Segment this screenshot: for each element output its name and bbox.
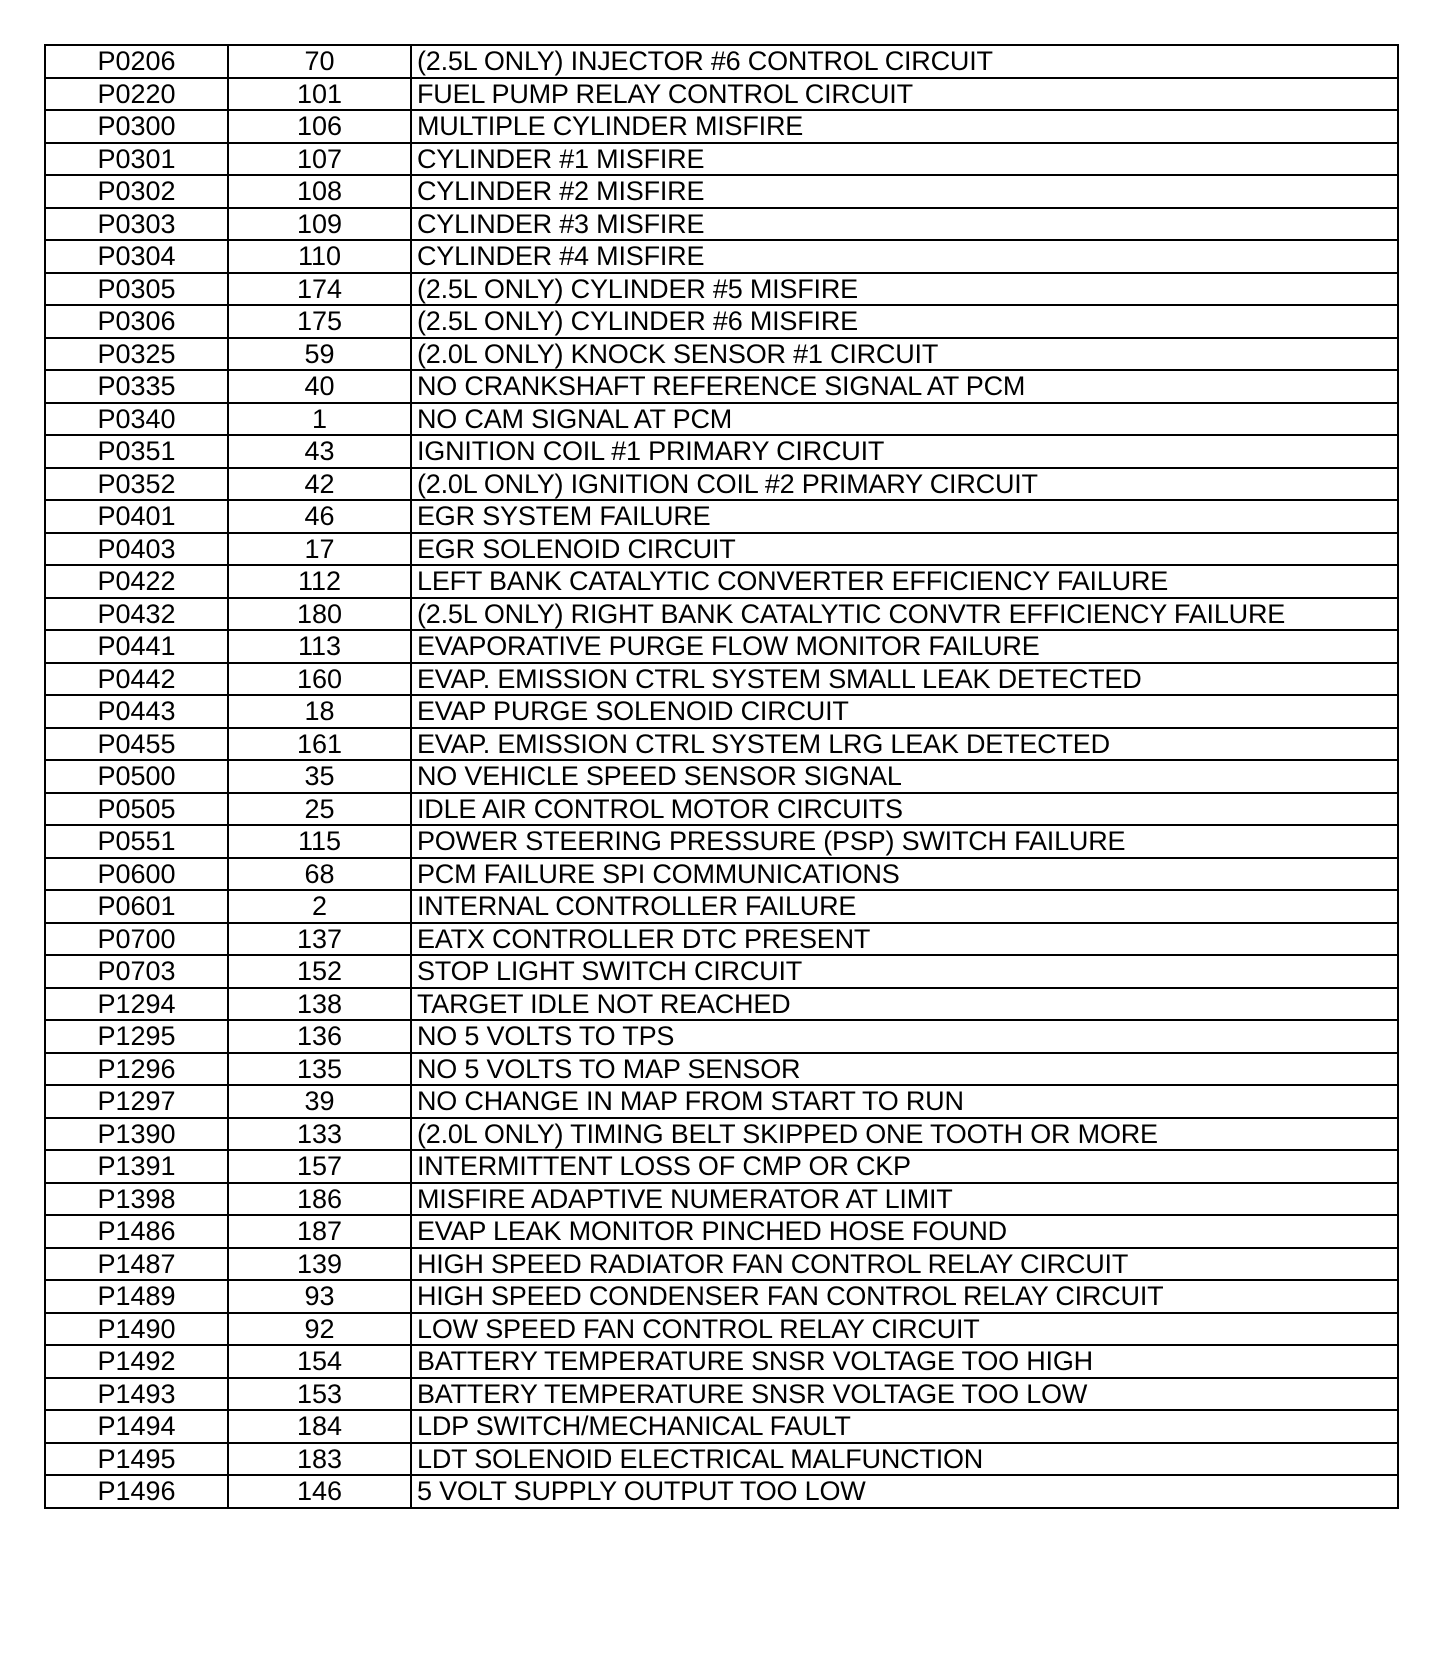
dtc-description-cell: LEFT BANK CATALYTIC CONVERTER EFFICIENCY FAILURE: [411, 565, 1398, 598]
dtc-code-cell: P1495: [45, 1443, 228, 1476]
table-row: [45, 1280, 1398, 1313]
dtc-number-cell: 112: [228, 565, 411, 598]
dtc-code-cell: P0422: [45, 565, 228, 598]
dtc-code-cell: P1489: [45, 1280, 228, 1313]
dtc-code-cell: P1295: [45, 1020, 228, 1053]
dtc-number-cell: 106: [228, 110, 411, 143]
dtc-number-cell: 93: [228, 1280, 411, 1313]
dtc-description-cell: IGNITION COIL #1 PRIMARY CIRCUIT: [411, 435, 1398, 468]
dtc-number-cell: 2: [228, 890, 411, 923]
dtc-number-cell: 17: [228, 533, 411, 566]
dtc-code-cell: P1297: [45, 1085, 228, 1118]
table-row: [45, 468, 1398, 501]
dtc-code-cell: P0206: [45, 45, 228, 78]
dtc-number-cell: 68: [228, 858, 411, 891]
dtc-number-cell: 133: [228, 1118, 411, 1151]
dtc-code-cell: P0600: [45, 858, 228, 891]
dtc-number-cell: 184: [228, 1410, 411, 1443]
dtc-description-cell: EGR SYSTEM FAILURE: [411, 500, 1398, 533]
table-row: [45, 858, 1398, 891]
dtc-number-cell: 70: [228, 45, 411, 78]
dtc-number-cell: 136: [228, 1020, 411, 1053]
table-row: [45, 273, 1398, 306]
dtc-number-cell: 35: [228, 760, 411, 793]
dtc-description-cell: LDT SOLENOID ELECTRICAL MALFUNCTION: [411, 1443, 1398, 1476]
dtc-description-cell: (2.5L ONLY) CYLINDER #5 MISFIRE: [411, 273, 1398, 306]
table-row: [45, 1475, 1398, 1508]
dtc-code-cell: P0340: [45, 403, 228, 436]
table-row: [45, 143, 1398, 176]
dtc-description-cell: EGR SOLENOID CIRCUIT: [411, 533, 1398, 566]
dtc-description-cell: TARGET IDLE NOT REACHED: [411, 988, 1398, 1021]
dtc-description-cell: LOW SPEED FAN CONTROL RELAY CIRCUIT: [411, 1313, 1398, 1346]
dtc-number-cell: 174: [228, 273, 411, 306]
table-row: [45, 1118, 1398, 1151]
table-row: [45, 598, 1398, 631]
dtc-number-cell: 183: [228, 1443, 411, 1476]
table-row: [45, 1313, 1398, 1346]
dtc-code-cell: P0700: [45, 923, 228, 956]
dtc-description-cell: EATX CONTROLLER DTC PRESENT: [411, 923, 1398, 956]
table-row: [45, 988, 1398, 1021]
dtc-code-cell: P1487: [45, 1248, 228, 1281]
table-row: [45, 890, 1398, 923]
table-row: [45, 1150, 1398, 1183]
dtc-code-cell: P0303: [45, 208, 228, 241]
dtc-code-cell: P0505: [45, 793, 228, 826]
dtc-number-cell: 137: [228, 923, 411, 956]
dtc-description-cell: (2.0L ONLY) KNOCK SENSOR #1 CIRCUIT: [411, 338, 1398, 371]
dtc-number-cell: 39: [228, 1085, 411, 1118]
table-row: [45, 1183, 1398, 1216]
dtc-description-cell: NO 5 VOLTS TO MAP SENSOR: [411, 1053, 1398, 1086]
dtc-description-cell: EVAP PURGE SOLENOID CIRCUIT: [411, 695, 1398, 728]
table-row: [45, 923, 1398, 956]
table-row: [45, 565, 1398, 598]
dtc-code-cell: P1398: [45, 1183, 228, 1216]
dtc-description-cell: IDLE AIR CONTROL MOTOR CIRCUITS: [411, 793, 1398, 826]
dtc-description-cell: (2.5L ONLY) CYLINDER #6 MISFIRE: [411, 305, 1398, 338]
table-row: [45, 663, 1398, 696]
dtc-code-cell: P1390: [45, 1118, 228, 1151]
dtc-code-cell: P0325: [45, 338, 228, 371]
dtc-number-cell: 113: [228, 630, 411, 663]
dtc-description-cell: MISFIRE ADAPTIVE NUMERATOR AT LIMIT: [411, 1183, 1398, 1216]
table-row: [45, 1053, 1398, 1086]
dtc-description-cell: EVAP. EMISSION CTRL SYSTEM LRG LEAK DETECTED: [411, 728, 1398, 761]
table-row: [45, 1378, 1398, 1411]
dtc-description-cell: (2.5L ONLY) RIGHT BANK CATALYTIC CONVTR EFFICIENCY FAILURE: [411, 598, 1398, 631]
dtc-code-cell: P0703: [45, 955, 228, 988]
table-row: [45, 403, 1398, 436]
dtc-number-cell: 139: [228, 1248, 411, 1281]
dtc-description-cell: (2.0L ONLY) IGNITION COIL #2 PRIMARY CIRCUIT: [411, 468, 1398, 501]
dtc-code-cell: P1486: [45, 1215, 228, 1248]
dtc-number-cell: 18: [228, 695, 411, 728]
dtc-code-cell: P1492: [45, 1345, 228, 1378]
dtc-number-cell: 138: [228, 988, 411, 1021]
dtc-code-cell: P1493: [45, 1378, 228, 1411]
table-row: [45, 1248, 1398, 1281]
dtc-code-cell: P0351: [45, 435, 228, 468]
table-row: [45, 630, 1398, 663]
dtc-number-cell: 146: [228, 1475, 411, 1508]
dtc-number-cell: 154: [228, 1345, 411, 1378]
table-row: [45, 338, 1398, 371]
dtc-description-cell: (2.0L ONLY) TIMING BELT SKIPPED ONE TOOTH OR MORE: [411, 1118, 1398, 1151]
dtc-code-cell: P0403: [45, 533, 228, 566]
dtc-number-cell: 186: [228, 1183, 411, 1216]
dtc-number-cell: 180: [228, 598, 411, 631]
dtc-number-cell: 175: [228, 305, 411, 338]
dtc-code-cell: P0601: [45, 890, 228, 923]
dtc-number-cell: 42: [228, 468, 411, 501]
table-row: [45, 1020, 1398, 1053]
dtc-number-cell: 101: [228, 78, 411, 111]
dtc-number-cell: 107: [228, 143, 411, 176]
dtc-code-cell: P0302: [45, 175, 228, 208]
dtc-code-cell: P0300: [45, 110, 228, 143]
dtc-number-cell: 59: [228, 338, 411, 371]
dtc-number-cell: 109: [228, 208, 411, 241]
dtc-number-cell: 157: [228, 1150, 411, 1183]
dtc-description-cell: EVAP LEAK MONITOR PINCHED HOSE FOUND: [411, 1215, 1398, 1248]
dtc-description-cell: (2.5L ONLY) INJECTOR #6 CONTROL CIRCUIT: [411, 45, 1398, 78]
dtc-description-cell: EVAPORATIVE PURGE FLOW MONITOR FAILURE: [411, 630, 1398, 663]
table-row: [45, 500, 1398, 533]
dtc-description-cell: NO CAM SIGNAL AT PCM: [411, 403, 1398, 436]
table-row: [45, 435, 1398, 468]
dtc-code-cell: P1294: [45, 988, 228, 1021]
dtc-description-cell: CYLINDER #4 MISFIRE: [411, 240, 1398, 273]
dtc-number-cell: 1: [228, 403, 411, 436]
dtc-code-cell: P0306: [45, 305, 228, 338]
table-row: [45, 1345, 1398, 1378]
dtc-number-cell: 46: [228, 500, 411, 533]
table-row: [45, 760, 1398, 793]
dtc-description-cell: NO CHANGE IN MAP FROM START TO RUN: [411, 1085, 1398, 1118]
dtc-description-cell: STOP LIGHT SWITCH CIRCUIT: [411, 955, 1398, 988]
dtc-description-cell: POWER STEERING PRESSURE (PSP) SWITCH FAILURE: [411, 825, 1398, 858]
table-row: [45, 1443, 1398, 1476]
dtc-code-cell: P0441: [45, 630, 228, 663]
table-row: [45, 78, 1398, 111]
dtc-description-cell: NO CRANKSHAFT REFERENCE SIGNAL AT PCM: [411, 370, 1398, 403]
dtc-description-cell: NO VEHICLE SPEED SENSOR SIGNAL: [411, 760, 1398, 793]
dtc-number-cell: 153: [228, 1378, 411, 1411]
dtc-description-cell: HIGH SPEED CONDENSER FAN CONTROL RELAY CIRCUIT: [411, 1280, 1398, 1313]
dtc-code-cell: P0401: [45, 500, 228, 533]
dtc-number-cell: 92: [228, 1313, 411, 1346]
dtc-description-cell: CYLINDER #2 MISFIRE: [411, 175, 1398, 208]
dtc-description-cell: BATTERY TEMPERATURE SNSR VOLTAGE TOO HIGH: [411, 1345, 1398, 1378]
dtc-code-cell: P0443: [45, 695, 228, 728]
dtc-description-cell: 5 VOLT SUPPLY OUTPUT TOO LOW: [411, 1475, 1398, 1508]
table-row: [45, 370, 1398, 403]
table-row: [45, 825, 1398, 858]
dtc-table-body: [45, 45, 1398, 1508]
dtc-description-cell: CYLINDER #3 MISFIRE: [411, 208, 1398, 241]
dtc-number-cell: 135: [228, 1053, 411, 1086]
table-row: [45, 793, 1398, 826]
dtc-number-cell: 25: [228, 793, 411, 826]
dtc-table: [44, 44, 1399, 1509]
dtc-description-cell: PCM FAILURE SPI COMMUNICATIONS: [411, 858, 1398, 891]
dtc-number-cell: 187: [228, 1215, 411, 1248]
dtc-code-cell: P0432: [45, 598, 228, 631]
dtc-code-cell: P0551: [45, 825, 228, 858]
dtc-code-cell: P0500: [45, 760, 228, 793]
table-row: [45, 175, 1398, 208]
dtc-code-cell: P1494: [45, 1410, 228, 1443]
table-row: [45, 110, 1398, 143]
dtc-code-cell: P0455: [45, 728, 228, 761]
dtc-code-cell: P1391: [45, 1150, 228, 1183]
dtc-number-cell: 40: [228, 370, 411, 403]
table-row: [45, 695, 1398, 728]
table-row: [45, 45, 1398, 78]
dtc-number-cell: 43: [228, 435, 411, 468]
table-row: [45, 208, 1398, 241]
dtc-description-cell: EVAP. EMISSION CTRL SYSTEM SMALL LEAK DETECTED: [411, 663, 1398, 696]
dtc-description-cell: CYLINDER #1 MISFIRE: [411, 143, 1398, 176]
dtc-code-cell: P0352: [45, 468, 228, 501]
table-row: [45, 1215, 1398, 1248]
dtc-description-cell: INTERNAL CONTROLLER FAILURE: [411, 890, 1398, 923]
table-row: [45, 305, 1398, 338]
dtc-description-cell: HIGH SPEED RADIATOR FAN CONTROL RELAY CIRCUIT: [411, 1248, 1398, 1281]
table-row: [45, 533, 1398, 566]
dtc-description-cell: FUEL PUMP RELAY CONTROL CIRCUIT: [411, 78, 1398, 111]
dtc-description-cell: MULTIPLE CYLINDER MISFIRE: [411, 110, 1398, 143]
dtc-code-cell: P1496: [45, 1475, 228, 1508]
dtc-code-cell: P0220: [45, 78, 228, 111]
dtc-description-cell: LDP SWITCH/MECHANICAL FAULT: [411, 1410, 1398, 1443]
dtc-code-cell: P0304: [45, 240, 228, 273]
table-row: [45, 955, 1398, 988]
dtc-number-cell: 160: [228, 663, 411, 696]
dtc-code-cell: P0305: [45, 273, 228, 306]
table-row: [45, 1085, 1398, 1118]
dtc-code-cell: P1490: [45, 1313, 228, 1346]
table-row: [45, 728, 1398, 761]
dtc-number-cell: 115: [228, 825, 411, 858]
dtc-description-cell: NO 5 VOLTS TO TPS: [411, 1020, 1398, 1053]
table-row: [45, 1410, 1398, 1443]
dtc-code-cell: P0442: [45, 663, 228, 696]
dtc-code-cell: P0301: [45, 143, 228, 176]
dtc-code-cell: P0335: [45, 370, 228, 403]
dtc-number-cell: 152: [228, 955, 411, 988]
dtc-description-cell: INTERMITTENT LOSS OF CMP OR CKP: [411, 1150, 1398, 1183]
dtc-number-cell: 161: [228, 728, 411, 761]
dtc-number-cell: 108: [228, 175, 411, 208]
dtc-number-cell: 110: [228, 240, 411, 273]
table-row: [45, 240, 1398, 273]
dtc-code-cell: P1296: [45, 1053, 228, 1086]
dtc-description-cell: BATTERY TEMPERATURE SNSR VOLTAGE TOO LOW: [411, 1378, 1398, 1411]
